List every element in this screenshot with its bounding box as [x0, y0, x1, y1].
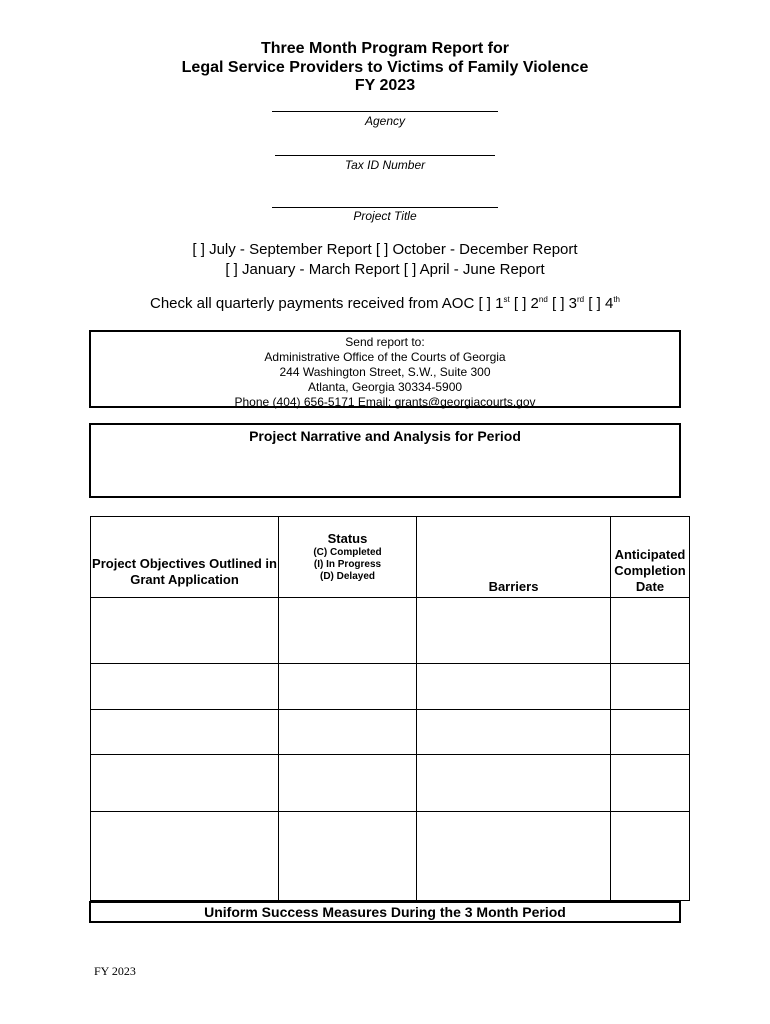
agency-label: Agency [364, 114, 406, 128]
barriers-cell[interactable] [417, 710, 611, 755]
objective-cell[interactable] [91, 755, 279, 812]
table-row[interactable] [91, 710, 690, 755]
col-barriers-header: Barriers [417, 517, 611, 598]
barriers-cell[interactable] [417, 598, 611, 664]
tax-id-label: Tax ID Number [344, 158, 426, 172]
completion-date-cell[interactable] [611, 755, 690, 812]
narrative-box[interactable] [89, 423, 681, 498]
completion-date-cell[interactable] [611, 664, 690, 710]
send-to-street: 244 Washington Street, S.W., Suite 300 [279, 365, 491, 379]
payment-q1-checkbox[interactable]: [ ] 1st [478, 295, 510, 312]
objective-cell[interactable] [91, 710, 279, 755]
send-to-contact: Phone (404) 656-5171 Email: grants@georgiacourts.gov [234, 395, 536, 409]
narrative-heading: Project Narrative and Analysis for Period [249, 428, 521, 444]
table-row[interactable] [91, 598, 690, 664]
payment-q2-checkbox[interactable]: [ ] 2nd [513, 295, 548, 312]
table-row[interactable] [91, 755, 690, 812]
table-row[interactable] [91, 664, 690, 710]
footer-fiscal-year: FY 2023 [94, 964, 136, 978]
completion-date-cell[interactable] [611, 812, 690, 901]
send-to-heading: Send report to: [345, 335, 425, 349]
status-cell[interactable] [279, 812, 417, 901]
table-row[interactable] [91, 812, 690, 901]
completion-date-cell[interactable] [611, 598, 690, 664]
objective-cell[interactable] [91, 812, 279, 901]
table-header-row [91, 517, 690, 598]
status-cell[interactable] [279, 755, 417, 812]
col-objectives-header: Project Objectives Outlined in Grant Application [91, 517, 279, 598]
status-cell[interactable] [279, 710, 417, 755]
barriers-cell[interactable] [417, 812, 611, 901]
payment-q3-checkbox[interactable]: [ ] 3rd [551, 295, 585, 312]
project-title-line[interactable] [272, 207, 498, 208]
project-title-label: Project Title [353, 209, 417, 223]
report-title-line3: FY 2023 [354, 77, 416, 94]
report-period-line1[interactable]: [ ] July - September Report [ ] October - December Report [192, 241, 578, 258]
uniform-measures-box [89, 901, 681, 923]
tax-id-line[interactable] [275, 155, 495, 156]
col-status-header: Status (C) Completed (I) In Progress (D) Delayed [279, 517, 417, 598]
objectives-table [90, 516, 690, 901]
objective-cell[interactable] [91, 664, 279, 710]
completion-date-cell[interactable] [611, 710, 690, 755]
quarterly-payments-row [0, 295, 770, 312]
col-completion-date-header: Anticipated Completion Date [611, 517, 690, 598]
report-title-line1: Three Month Program Report for [260, 40, 509, 57]
objective-cell[interactable] [91, 598, 279, 664]
payment-q4-checkbox[interactable]: [ ] 4th [588, 295, 620, 312]
send-report-box [89, 330, 681, 408]
report-period-line2[interactable]: [ ] January - March Report [ ] April - June Report [225, 261, 545, 278]
agency-line[interactable] [272, 111, 498, 112]
barriers-cell[interactable] [417, 664, 611, 710]
status-cell[interactable] [279, 664, 417, 710]
payments-label: Check all quarterly payments received from AOC [150, 295, 475, 312]
send-to-city: Atlanta, Georgia 30334-5900 [307, 380, 463, 394]
status-cell[interactable] [279, 598, 417, 664]
send-to-agency: Administrative Office of the Courts of Georgia [264, 350, 506, 364]
barriers-cell[interactable] [417, 755, 611, 812]
report-title-line2: Legal Service Providers to Victims of Family Violence [181, 59, 589, 76]
uniform-measures-heading: Uniform Success Measures During the 3 Month Period [204, 904, 566, 920]
